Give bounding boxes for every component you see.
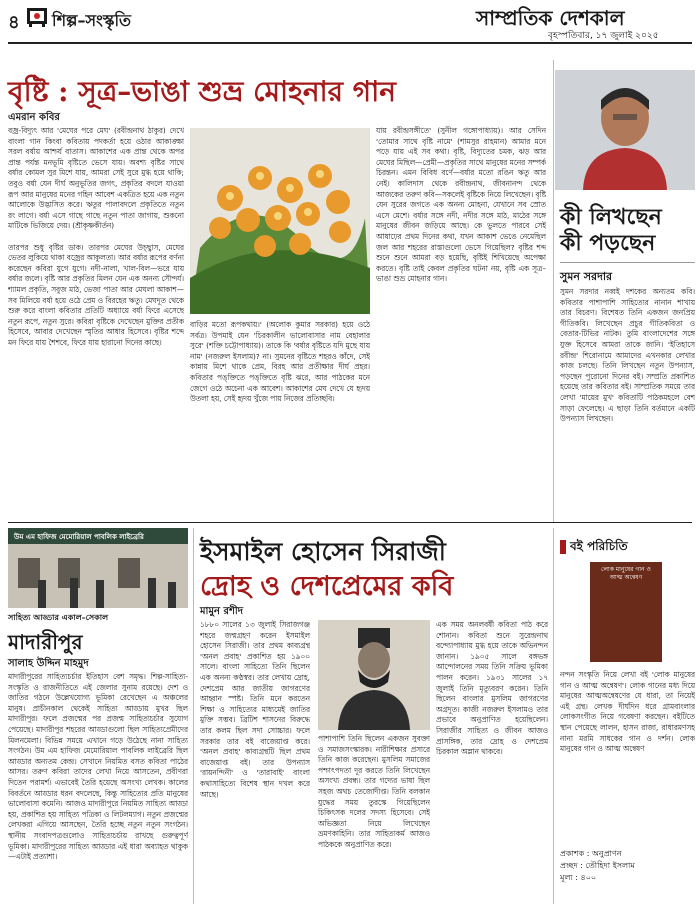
- sidebar-text: সুমন সরদার নব্বই দশকের অন্যতম কবি। কবিতার পাশাপাশি সাহিত্যের নানান শাখায় তার বিচরণ। বিশেষত তিনি একজন জনপ্রিয় গীতিকবি। লিখেছেন প্রচুর গীতিকবিতা ও বেতার-টিভির নাটক। তুমি বাংলাদেশের সঙ্গে যুক্ত হিসেবে আমরা তাকে জানি। 'ইতিহাসে রবীন্দ্র' শিরোনামে আমাদের এখনকার লেখার কাজ চলছে। তিনি লিখছেন নতুন উপন্যাস, পড়ছেন পুরোনো দিনের বই। সম্প্রতি প্রকাশিত হয়েছে তার কবিতার বই। সাম্প্রতিক সময়ে তার লেখা 'মায়ের মুখ' কবিতাটি পাঠকমহলে বেশ সাড়া ফেলেছে। এ ছাড়া তিনি বর্তমানে একটি উপন্যাস লিখছেন।: [560, 287, 695, 424]
- article2-body: মাদারীপুরের সাহিত্যচর্চার ইতিহাস বেশ সমৃদ্ধ। শিল্প-সাহিত্য-সংস্কৃতি ও রাজনীতিতে এই জেলার সুনাম রয়েছে। দেশ ও জাতির গঠনে উল্লেখযোগ্য ভূমিকা রেখেছেন এ অঞ্চলের মানুষ। প্রাচীনকাল থেকেই সাহিত্য আড্ডায় মুখর ছিল মাদারীপুর। ফলে প্রজন্মের পর প্রজন্ম সাহিত্যচর্চার সুযোগ পেয়েছে। মাদারীপুর শহরের আড্ডাগুলো ছিল সাহিত্যপ্রেমীদের মিলনমেলা। বিভিন্ন সময়ে এখানে গড়ে উঠেছে নানা সাহিত্য সংগঠন। উম এম হাফিজ মেমোরিয়াল পাবলিক লাইব্রেরি ছিল আড্ডার অন্যতম কেন্দ্র। সেখানে নিয়মিত বসত কবিতা পাঠের আসর। তরুণ কবিরা তাদের লেখা নিয়ে আসতেন, প্রবীণরা দিতেন পরামর্শ। এভাবেই তৈরি হয়েছে অসংখ্য লেখক। কালের বিবর্তনে আড্ডার ধরন বদলেছে, কিন্তু সাহিত্যের প্রতি মানুষের ভালোবাসা কমেনি। আজও মাদারীপুরে নিয়মিত সাহিত্য আড্ডা হয়, প্রকাশিত হয় সাহিত্য পত্রিকা ও লিটলম্যাগ। নতুন প্রজন্মের লেখকরা এগিয়ে আসছেন, তৈরি হচ্ছে নতুন নতুন সংগঠন। স্থানীয় সংবাদপত্রগুলোও সাহিত্যচর্চায় রাখছে গুরুত্বপূর্ণ ভূমিকা। মাদারীপুরের সাহিত্য আড্ডার এই ধারা অব্যাহত থাকুক—এটাই প্রত্যাশা।: [8, 672, 188, 862]
- sidebar-divider: [553, 60, 554, 522]
- book-label-marker: [560, 540, 566, 554]
- book-cover: [590, 562, 662, 662]
- article3-author: মামুন রশীদ: [200, 606, 243, 617]
- book-divider: [553, 528, 554, 904]
- book-cover-title: লোক মানুষের গান ও আত্ম অন্বেষণ: [601, 566, 651, 581]
- article2-divider: [193, 528, 194, 904]
- sidebar-title-line1: কী লিখছেন: [560, 205, 662, 230]
- issue-date: বৃহস্পতিবার, ১৭ জুলাই ২০২৫: [548, 31, 659, 41]
- book-cover-artist: প্রচ্ছদ : তৌহিদা ইসলাম: [560, 861, 635, 870]
- sidebar-name: সুমন সরদার: [560, 270, 613, 283]
- book-publisher: প্রকাশক : অনুপ্রাণন: [560, 849, 622, 858]
- article1-column-3: যায় রবীন্দ্রসঙ্গীতে' (সুনীল গঙ্গোপাধ্যায়)। আর সেদিন 'তোমার সাথে বৃষ্টি নামে' (শামসুর রাহমান) আমার মনে পড়ে যায় এই সব কথা। বৃষ্টি, বিদ্যুতের চমক, ঝড় আর মেঘের মিছিল—প্রেমী—প্রকৃতির সাথে মানুষের মনের সম্পর্ক চিরন্তন। এমন বিবিধ বর্ণে—বর্ষার মতো রঙিন ঋতু আর নেই। কালিদাস থেকে রবীন্দ্রনাথ, জীবনানন্দ থেকে আজকের তরুণ কবি—সকলেই বৃষ্টিকে নিয়ে লিখেছেন। বৃষ্টি যেন সুরের জগতে এক অনন্য মোহনা, যেখানে সব স্রোত এসে মেশে। বর্ষার সঙ্গে নদী, নদীর সঙ্গে মাঠ, মাঠের সঙ্গে মানুষের জীবন জড়িয়ে আছে। কে ভুলতে পারবে সেই আষাঢ়ের প্রথম দিনের কথা, যখন আকাশ ভেঙে নেমেছিল জল আর শহরের রাস্তাগুলো ভেসে গিয়েছিল? বৃষ্টির শব্দ শুনে শুনে আমরা বড় হয়েছি, বৃষ্টিই শিখিয়েছে অপেক্ষা করতে। বৃষ্টি তাই কেবল প্রকৃতির ঘটনা নয়, বৃষ্টি এক সূত্র–ভাঙা শুভ্র মোহনার গান।: [376, 126, 546, 284]
- section-title: শিল্প–সংস্কৃতি: [52, 11, 132, 30]
- book-price: মূল্য : ৪০০: [560, 873, 597, 882]
- sidebar-title-line2: কী পড়ছেন: [560, 231, 656, 256]
- article1-title: বৃষ্টি : সূত্র–ভাঙা শুভ্র মোহনার গান: [8, 75, 396, 108]
- author-portrait: [555, 70, 695, 190]
- article1-column-2: বাড়ির মতো রূপকথায়।' (অলোক কুমার সরকার) হয়ে ওঠে সর্বত্র। উপমাই যেন 'চিরকালীন ভালোবাসার নাম বেহালার সুরে' (শক্তি চট্টোপাধ্যায়)। তাকে কি 'বর্ষার বৃষ্টিতে যদি মুছে যায় নাম' (নজরুল ইসলাম)? না। সুমনের বৃষ্টিতে শহরও কাঁদে, সেই কান্নায় মিশে থাকে প্রেম, বিরহ আর প্রতীক্ষার দীর্ঘ প্রহর। কবিতার পঙ্‌ক্তিতে পঙ্‌ক্তিতে বৃষ্টি ঝরে, আর পাঠকের মনে জেগে ওঠে অচেনা এক আবেশ। আকাশের মেঘ দেখে যে হৃদয় উতলা হয়, সেই হৃদয় খুঁজে পায় নিজের প্রতিচ্ছবি।: [190, 320, 370, 404]
- article2-author: সালাহ উদ্দিন মাহমুদ: [8, 658, 89, 669]
- mid-rule: [8, 522, 692, 523]
- article1-author: এমরান কবির: [8, 112, 60, 123]
- book-description: নন্দন সংস্কৃতি নিয়ে লেখা বই 'লোক মানুষের গান ও আত্ম অন্বেষণ'। লোক গানের মধ্য দিয়ে মানুষের আত্মঅন্বেষণের যে ধারা, তা নিয়েই এই গ্রন্থ। লেখক দীর্ঘদিন ধরে গ্রামবাংলার লোকসংগীত নিয়ে গবেষণা করছেন। বইটিতে স্থান পেয়েছে লালন, হাসন রাজা, রাধারমণসহ নানা মরমি সাধকের গান ও দর্শন। লোক মানুষের গান ও আত্ম অন্বেষণ: [560, 670, 695, 754]
- newspaper-logo: সাম্প্রতিক দেশকাল: [476, 6, 625, 30]
- article3-title-black: ইসমাইল হোসেন সিরাজী: [200, 537, 446, 566]
- article3-column-2: পাশাপাশি তিনি ছিলেন একজন সুবক্তা ও সমাজসংস্কারক। নারীশিক্ষার প্রসারে তিনি কাজ করেছেন। মুসলিম সমাজের পশ্চাৎপদতা দূর করতে তিনি লিখেছেন অসংখ্য প্রবন্ধ। তার গদ্যের ভাষা ছিল সহজ অথচ তেজোদীপ্ত। তিনি বলকান যুদ্ধের সময় তুরস্কে গিয়েছিলেন চিকিৎসক দলের সদস্য হিসেবে। সেই অভিজ্ঞতা নিয়ে লিখেছেন ভ্রমণকাহিনি। তার সাহিত্যকর্ম আজও পাঠককে অনুপ্রাণিত করে।: [318, 734, 430, 849]
- article2-kicker: সাহিত্য আড্ডার একাল–সেকাল: [8, 613, 109, 622]
- article1-column-1: বজ্র-বিদ্যুৎ আর 'মেঘের পরে মেঘ' (রবীন্দ্রনাথ ঠাকুর) দেখে বাংলা গান কিংবা কবিতায় পদকর্তা হয়ে ওঠার আকাঙ্ক্ষা সরল বর্ষায় আশ্চর্য বাতাস। আকাশের এক প্রান্ত থেকে অপর প্রান্ত পর্যন্ত মনভূমি বৃষ্টিতে ভেসে যায়। অবশ্য বৃষ্টির সাথে বর্ষার কোমল সুর মিশে যায়, আমরা সেই সুরে মুগ্ধ হয়ে থাকি; তবুও বর্ষা যেন দীর্ঘ অনুভূতির জগৎ, প্রকৃতির বদলে যাওয়া রূপ আর মানুষের মনের গহিন আবেশ একত্রিত হয়ে এক নতুন আলোকে উদ্ভাসিত করে। ঋতুর পালাবদলে প্রকৃতিতে নতুন রং লাগে। বর্ষা এসে গাছে গাছে নতুন পাতা জাগায়, শুকনো মাটিকে ভিজিয়ে দেয়। (শ্রীকৃষ্ণকীর্তন) তারপর শুধু বৃষ্টির ডাক। তারপর মেঘের উচ্ছ্বাস, মেঘের ভেতর লুকিয়ে থাকা বজ্রের আকুলতা। আর বর্ষার রূপের বর্ণনা করেছেন কবিরা যুগে যুগে। নদী-নালা, খাল-বিল—ভরে যায় বর্ষার জলে। বৃষ্টি আর প্রকৃতির মিলন যেন এক অনন্য সৌন্দর্য। শ্যামল প্রকৃতি, সবুজ মাঠ, ভেজা পাতা আর মেঘলা আকাশ—সব মিলিয়ে বর্ষা হয়ে ওঠে প্রেম ও বিরহের ঋতু। মেঘদূত থেকে শুরু করে বাংলা কবিতার প্রতিটি অধ্যায়ে বর্ষা ফিরে এসেছে নতুন রূপে, নতুন সুরে। কবিরা বৃষ্টিকে দেখেছেন মুক্তির প্রতীক হিসেবে, আবার দেখেছেন স্মৃতির আধার হিসেবে। বৃষ্টির শব্দে মন ফিরে যায় শৈশবে, ফিরে যায় হারানো দিনের কাছে।: [8, 126, 184, 347]
- flower-photo: [190, 128, 370, 314]
- sirajee-portrait: [318, 620, 430, 730]
- book-section-label: বই পরিচিতি: [570, 539, 628, 553]
- sidebar-rule: [560, 262, 695, 263]
- theater-icon: [26, 6, 48, 28]
- page-number: ৪: [8, 12, 20, 33]
- header-rule: [8, 42, 692, 44]
- library-banner-text: উম এম হাফিজ মেমোরিয়াল পাবলিক লাইব্রেরি: [14, 533, 144, 541]
- article2-title: মাদারীপুর: [8, 630, 83, 654]
- article3-title-red: দ্রোহ ও দেশপ্রেমের কবি: [200, 571, 454, 602]
- article3-column-3: এক সময় অনলবর্ষী কবিতা পাঠ করে শোনান। কবিতা শুনে সুরেন্দ্রনাথ বন্দ্যোপাধ্যায় মুগ্ধ হয়ে তাকে অভিনন্দন জানান। ১৯০৫ সালে বঙ্গভঙ্গ আন্দোলনের সময় তিনি সক্রিয় ভূমিকা পালন করেন। ১৯৩১ সালের ১৭ জুলাই তিনি মৃত্যুবরণ করেন। তিনি ছিলেন বাংলার মুসলিম জাগরণের অগ্রদূত। কাজী নজরুল ইসলামও তার প্রভাবে অনুপ্রাণিত হয়েছিলেন। সিরাজীর সাহিত্য ও জীবন আজও প্রাসঙ্গিক, তার দ্রোহ ও দেশপ্রেম চিরকাল অম্লান থাকবে।: [436, 620, 548, 757]
- article3-column-1: ১৮৮০ সালের ১৩ জুলাই সিরাজগঞ্জ শহরে জন্মগ্রহণ করেন ইসমাইল হোসেন সিরাজী। তার প্রথম কাব্যগ্রন্থ 'অনল প্রবাহ' প্রকাশিত হয় ১৯০০ সালে। বাংলা সাহিত্যে তিনি ছিলেন এক অনন্য কণ্ঠস্বর। তার লেখায় দ্রোহ, দেশপ্রেম আর জাতীয় জাগরণের আহ্বান স্পষ্ট। তিনি মনে করতেন শিক্ষা ও সাহিত্যের মাধ্যমেই জাতির মুক্তি সম্ভব। ব্রিটিশ শাসনের বিরুদ্ধে তার কলম ছিল সদা সোচ্চার। ফলে সরকার তার বই বাজেয়াপ্ত করে। 'অনল প্রবাহ' কাব্যগ্রন্থটি ছিল প্রথম বাজেয়াপ্ত বই। তার উপন্যাস 'রায়নন্দিনী' ও 'তারাবাই' বাংলা কথাসাহিত্যে বিশেষ স্থান দখল করে আছে।: [200, 620, 310, 799]
